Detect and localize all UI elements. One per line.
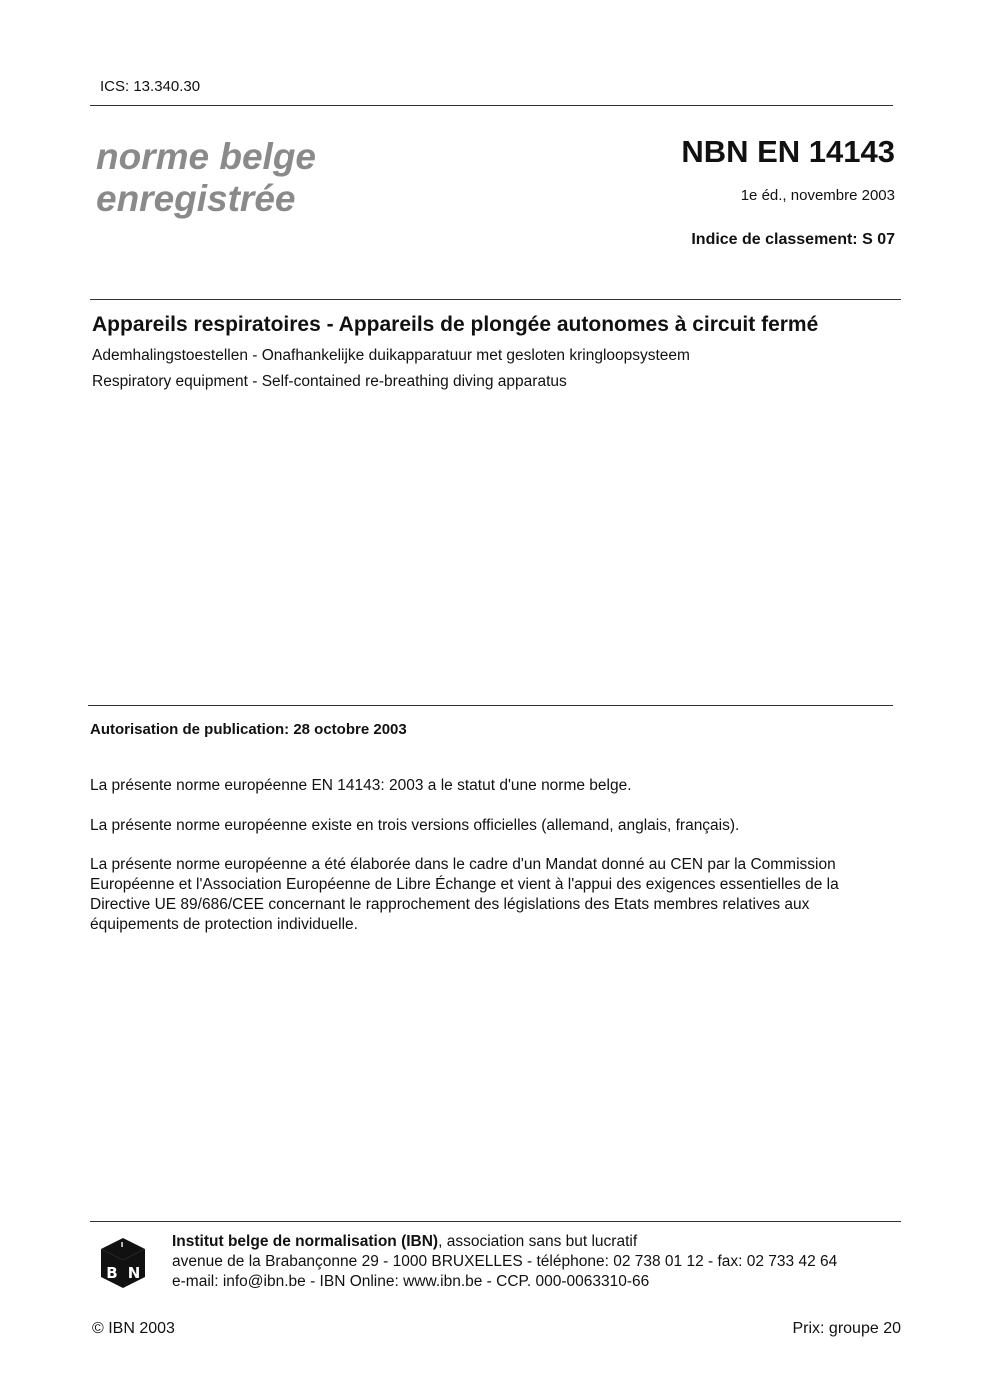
price-group: Prix: groupe 20 xyxy=(792,1320,901,1337)
paragraph-mandate xyxy=(90,855,905,935)
paragraph-mandate-line: Directive UE 89/686/CEE concernant le rapprochement des législations des Etats membres relatives aux xyxy=(90,896,810,913)
paragraph-mandate-line: La présente norme européenne a été élaborée dans le cadre d'un Mandat donné au CEN par la Commission xyxy=(90,856,836,873)
top-divider xyxy=(90,105,893,106)
footer-divider xyxy=(90,1221,901,1222)
title-dutch: Ademhalingstoestellen - Onafhankelijke duikapparatuur met gesloten kringloopsysteem xyxy=(92,347,690,364)
title-divider xyxy=(90,299,901,300)
title-english: Respiratory equipment - Self-contained re-breathing diving apparatus xyxy=(92,373,567,390)
edition-date: 1e éd., novembre 2003 xyxy=(740,187,895,204)
ibn-logo-icon xyxy=(98,1236,148,1290)
institute-name: Institut belge de normalisation (IBN) xyxy=(172,1233,439,1250)
paragraph-versions: La présente norme européenne existe en trois versions officielles (allemand, anglais, français). xyxy=(90,817,740,834)
brand-line-1: norme belge xyxy=(96,136,316,177)
brand-title xyxy=(96,136,316,220)
institute-contact: e-mail: info@ibn.be - IBN Online: www.ibn.be - CCP. 000-0063310-66 xyxy=(172,1273,650,1290)
standard-number: NBN EN 14143 xyxy=(681,134,895,169)
paragraph-mandate-line: équipements de protection individuelle. xyxy=(90,916,358,933)
svg-text:B: B xyxy=(106,1264,118,1282)
institute-type: , association sans but lucratif xyxy=(438,1233,638,1250)
svg-text:I: I xyxy=(120,1241,124,1249)
svg-text:N: N xyxy=(127,1264,141,1282)
institute-info xyxy=(172,1232,837,1292)
classification-index: Indice de classement: S 07 xyxy=(691,231,895,248)
publication-authorization: Autorisation de publication: 28 octobre 2003 xyxy=(90,721,407,738)
brand-line-2: enregistrée xyxy=(96,178,296,219)
ics-code: ICS: 13.340.30 xyxy=(100,78,201,95)
title-french: Appareils respiratoires - Appareils de plongée autonomes à circuit fermé xyxy=(92,313,819,336)
body-divider xyxy=(88,705,893,706)
copyright: © IBN 2003 xyxy=(92,1320,175,1337)
institute-line xyxy=(172,1232,837,1252)
paragraph-status: La présente norme européenne EN 14143: 2003 a le statut d'une norme belge. xyxy=(90,777,632,794)
institute-address: avenue de la Brabançonne 29 - 1000 BRUXELLES - téléphone: 02 738 01 12 - fax: 02 733 42 64 xyxy=(172,1253,838,1270)
paragraph-mandate-line: Européenne et l'Association Européenne de Libre Échange et vient à l'appui des exigences essentielles de la xyxy=(90,876,839,893)
